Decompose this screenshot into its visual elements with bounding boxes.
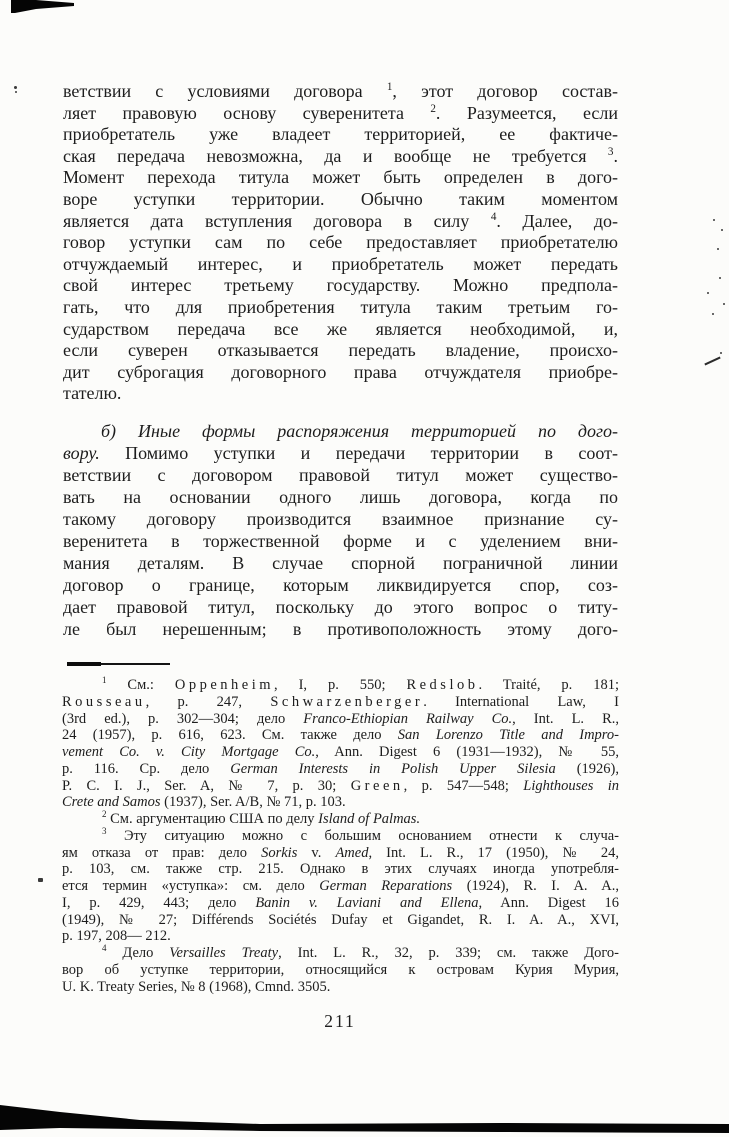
- text-line: [63, 275, 618, 297]
- text-segment: , Int. L. R., 17 (1950), № 24,: [368, 844, 619, 861]
- text-line: [62, 928, 619, 945]
- text-segment: Rousseau: [62, 693, 146, 710]
- text-segment: ская передача невозможна, да и вообще не требуется: [63, 145, 608, 166]
- text-segment: Sorkis: [261, 844, 298, 861]
- scan-speck: [721, 229, 723, 231]
- text-segment: Lighthouses in: [523, 777, 620, 794]
- text-line: [63, 530, 618, 552]
- footnote-reference: 3: [102, 825, 107, 836]
- footnotes-block: [62, 677, 619, 995]
- scan-scratch: [704, 357, 720, 366]
- text-line: [63, 232, 618, 254]
- text-segment: воре уступки территории. Обычно таким моментом: [63, 188, 618, 209]
- footnote-reference: 4: [490, 210, 497, 223]
- text-segment: Versailles Treaty: [169, 945, 279, 961]
- text-line: [63, 146, 618, 168]
- text-segment: . Далее, до-: [496, 210, 618, 231]
- text-segment: тателю.: [63, 383, 122, 404]
- scan-speck: [717, 248, 719, 250]
- page-number: 211: [324, 1011, 356, 1031]
- text-line: [62, 811, 619, 828]
- text-segment: сударством передача все же является необходимой, и,: [63, 318, 618, 339]
- text-segment: U. K. Treaty Series, № 8 (1968), Cmnd. 3505.: [62, 978, 331, 995]
- text-segment: вору.: [63, 443, 100, 463]
- text-line: [62, 825, 619, 845]
- footnote-reference: 3: [607, 145, 614, 158]
- text-segment: См. аргументацию США по делу: [106, 811, 319, 827]
- text-segment: гать, что для приобретения титула таким третьим го-: [63, 296, 618, 317]
- text-line: [63, 211, 618, 233]
- body-paragraph-2: [63, 420, 618, 640]
- text-segment: (1949), № 27; Différends Sociétés Dufay et Gigandet, R. I. A. A., XVI,: [62, 911, 619, 928]
- footnote-reference: 2: [102, 809, 107, 820]
- text-segment: такому договору производится взаимное признание су-: [63, 509, 618, 529]
- text-segment: (1924), R. I. A. A.,: [452, 878, 619, 894]
- scan-speck: [712, 313, 714, 315]
- text-line: [63, 552, 618, 574]
- text-segment: Иные формы распоряжения территорией по дого-: [137, 421, 618, 441]
- text-line: [62, 878, 619, 895]
- text-segment: , Int. L. R., 32, p. 339; см. также Дого-: [278, 945, 619, 961]
- text-segment: , Ann. Digest 6 (1931—1932), № 55,: [315, 744, 619, 760]
- text-segment: Amed: [335, 844, 369, 861]
- text-line: [62, 677, 619, 694]
- text-line: [62, 895, 619, 912]
- text-segment: если суверен отказывается передать владение, происхо-: [63, 340, 618, 361]
- text-segment: (3rd ed.), p. 302—304; дело: [62, 710, 304, 727]
- text-segment: v.: [297, 844, 336, 861]
- footnote-reference: 2: [430, 102, 436, 115]
- text-segment: vement Co. v. City Mortgage Co.: [62, 744, 316, 760]
- scan-speck: [719, 277, 721, 279]
- text-segment: , этот договор состав-: [392, 81, 618, 101]
- text-line: [63, 297, 618, 319]
- text-line: [62, 945, 619, 962]
- scan-speck: [707, 292, 709, 294]
- text-line: [63, 574, 618, 596]
- text-line: [63, 464, 618, 486]
- text-segment: . International Law, I: [423, 693, 620, 710]
- text-segment: , p. 247,: [145, 693, 271, 710]
- scan-speck: [723, 303, 725, 305]
- text-line: [63, 442, 618, 464]
- text-segment: ется термин «уступка»: см. дело: [62, 878, 320, 894]
- text-segment: является дата вступления договора в силу: [63, 210, 491, 231]
- text-segment: договор о границе, которым ликвидируется спор, соз-: [63, 575, 618, 595]
- text-segment: говор уступки сам по себе предоставляет приобретателю: [63, 232, 618, 253]
- text-segment: 24 (1957), p. 616, 623. См. также дело: [62, 727, 398, 744]
- footnote-separator: [67, 663, 170, 665]
- text-segment: p. 103, см. также стр. 215. Однако в этих случаях иногда употребля-: [62, 861, 619, 878]
- text-segment: Schwarzenberger: [270, 693, 424, 710]
- text-line: [62, 761, 619, 778]
- text-segment: вать на основании одного лишь договора, когда по: [63, 487, 618, 507]
- text-segment: German Interests in Polish Upper Silesia: [230, 760, 556, 777]
- text-line: [62, 794, 619, 811]
- scan-artifact-bottom-edge: [0, 1105, 729, 1133]
- text-segment: отчуждаемый интерес, и приобретатель может передать: [63, 253, 618, 274]
- text-line: [62, 845, 619, 862]
- scan-speck: [720, 352, 722, 354]
- text-segment: I, p. 429, 443; дело: [62, 894, 256, 911]
- text-segment: ляет правовую основу суверенитета: [63, 102, 431, 123]
- text-segment: San Lorenzo Title and Impro-: [397, 727, 619, 744]
- scan-speck: [38, 878, 43, 882]
- text-line: [63, 124, 618, 146]
- text-segment: вор об уступке территории, относящийся к островам Курия Мурия,: [62, 961, 619, 978]
- footnote-reference: 1: [102, 675, 107, 686]
- text-segment: , Int. L. R.,: [512, 710, 619, 727]
- text-segment: p. 197, 208— 212.: [62, 928, 171, 945]
- scan-speck: [15, 91, 17, 93]
- text-line: [63, 189, 618, 211]
- text-segment: ветствии с договором правовой титул может существо-: [63, 465, 618, 485]
- text-line: [62, 861, 619, 878]
- text-line: [63, 596, 618, 618]
- text-segment: German Reparations: [319, 878, 453, 894]
- text-line: [62, 962, 619, 979]
- text-segment: Дело: [106, 945, 170, 961]
- text-line: [62, 778, 619, 795]
- text-segment: Момент перехода титула может быть определен в дого-: [63, 167, 618, 188]
- text-line: [63, 103, 618, 125]
- text-segment: P. C. I. J., Ser. A, № 7, p. 30;: [62, 777, 351, 794]
- text-segment: дит суброгация договорного права отчуждателя приобре-: [63, 361, 618, 382]
- text-segment: .: [613, 145, 618, 166]
- text-segment: б): [101, 421, 138, 441]
- text-segment: (1937), Ser. A/B, № 71, p. 103.: [160, 794, 346, 811]
- text-line: [63, 362, 618, 384]
- text-line: [62, 979, 619, 996]
- text-segment: Oppenheim: [174, 677, 275, 693]
- text-line: [63, 486, 618, 508]
- text-line: [63, 420, 618, 442]
- text-line: [63, 254, 618, 276]
- text-segment: мания деталям. В случае спорной пограничной линии: [63, 553, 618, 573]
- text-segment: Redslob: [406, 677, 479, 693]
- text-segment: ветствии с условиями договора: [63, 81, 387, 101]
- text-segment: веренитета в торжественной форме и с уделением вни-: [63, 531, 618, 551]
- text-line: [63, 618, 618, 640]
- text-segment: Island of Palmas.: [318, 811, 421, 827]
- text-segment: См.:: [106, 677, 175, 693]
- text-segment: свой интерес третьему государству. Можно предпола-: [63, 275, 618, 296]
- text-line: [63, 81, 618, 103]
- text-segment: . Traité, p. 181;: [478, 677, 620, 693]
- text-line: [62, 727, 619, 744]
- text-line: [62, 694, 619, 711]
- body-paragraph-1: [63, 81, 618, 405]
- footnote-reference: 4: [102, 943, 107, 954]
- scan-artifact-top-left: [11, 0, 74, 13]
- text-segment: (1926),: [555, 760, 619, 777]
- text-line: [63, 508, 618, 530]
- text-segment: Crete and Samos: [62, 794, 161, 811]
- text-segment: ям отказа от прав: дело: [62, 844, 262, 861]
- text-line: [63, 319, 618, 341]
- scan-speck: [14, 86, 17, 89]
- text-segment: , p. 547—548;: [403, 777, 524, 794]
- text-segment: Эту ситуацию можно с большим основанием отнести к случа-: [106, 827, 619, 844]
- text-segment: дает правовой титул, поскольку до этого вопрос о титу-: [63, 597, 618, 617]
- text-line: [62, 711, 619, 728]
- text-segment: Green: [350, 777, 404, 794]
- text-segment: ле был нерешенным; в противоположность этому дого-: [63, 619, 618, 639]
- scan-speck: [713, 219, 715, 221]
- text-segment: p. 116. Ср. дело: [62, 760, 231, 777]
- footnote-reference: 1: [386, 81, 393, 93]
- text-line: [62, 912, 619, 929]
- text-segment: приобретатель уже владеет территорией, ее фактиче-: [63, 124, 618, 145]
- text-segment: Franco-Ethiopian Railway Co.: [303, 710, 513, 727]
- text-line: [63, 340, 618, 362]
- text-segment: , Ann. Digest 16: [478, 894, 620, 911]
- text-segment: . Разумеется, если: [435, 102, 618, 123]
- text-line: [62, 744, 619, 761]
- text-segment: Banin v. Laviani and Ellena: [255, 894, 479, 911]
- text-segment: , I, p. 550;: [274, 677, 407, 693]
- text-segment: Помимо уступки и передачи территории в соот-: [99, 443, 618, 463]
- text-line: [63, 167, 618, 189]
- text-line: [63, 383, 618, 405]
